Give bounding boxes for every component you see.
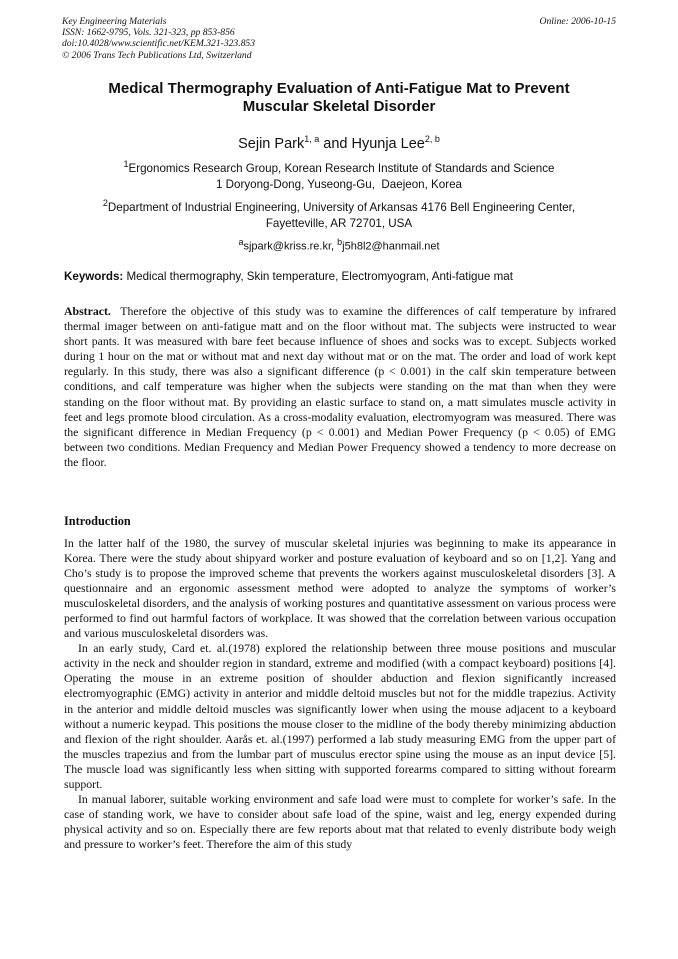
intro-paragraph-2: In an early study, Card et. al.(1978) explored the relationship between three mouse positions and muscular activity in the neck and shoulder region in standard, extreme and modified (with a compact keyboard) positions [4]. Operating the mouse in an extreme position of shoulder abduction and flexion significantly increased electromyographic (EMG) activity in anterior and middle deltoid muscles but not for the middle trapezius. Activity in the anterior and middle deltoid muscles was significantly lower when using the mouse adjacent to a keyboard without a numeric keypad. This positions the mouse closer to the midline of the body thereby minimizing abduction and flexion of the right shoulder. Aarås et. al.(1997) performed a lab study measuring EMG from the upper part of the muscles trapezius and from the lumbar part of musculus erector spine using the mouse as an input device [5]. The muscle load was significantly less when sitting with supported forearms compared to sitting without forearm support.	[64, 641, 616, 791]
author-emails	[62, 234, 616, 255]
keywords	[64, 269, 616, 284]
author-1: Sejin Park	[238, 135, 305, 152]
online-date: Online: 2006-10-15	[539, 16, 616, 27]
email-b: j5h8l2@hanmail.net	[342, 240, 440, 253]
introduction-heading: Introduction	[64, 514, 131, 528]
journal-doi: doi:10.4028/www.scientific.net/KEM.321-323.853	[62, 38, 256, 50]
title-line-2: Muscular Skeletal Disorder	[242, 98, 436, 115]
keywords-text: Medical thermography, Skin temperature, Electromyogram, Anti-fatigue mat	[123, 270, 513, 283]
affiliation-2-line-2: Fayetteville, AR 72701, USA	[265, 217, 413, 231]
affiliation-1-line-1: Ergonomics Research Group, Korean Research Institute of Standards and Science	[128, 161, 555, 175]
author-conjunction: and	[319, 135, 352, 152]
abstract-label: Abstract.	[64, 304, 111, 318]
affiliation-1-line-2: 1 Doryong-Dong, Yuseong-Gu, Daejeon, Korea	[216, 178, 462, 192]
author-1-sup: 1, a	[304, 134, 320, 144]
journal-header	[62, 16, 616, 61]
abstract	[64, 304, 619, 470]
email-b-sup: b	[337, 237, 343, 247]
paper-title	[62, 80, 616, 116]
journal-name: Key Engineering Materials	[62, 16, 167, 27]
author-list	[62, 129, 616, 154]
affiliation-2-sup: 2	[102, 198, 108, 208]
author-2-sup: 2, b	[424, 134, 440, 144]
introduction-body	[64, 536, 616, 852]
journal-copyright: © 2006 Trans Tech Publications Ltd, Switzerland	[62, 49, 252, 61]
affiliation-1	[62, 156, 616, 194]
affiliation-2-line-1: Department of Industrial Engineering, University of Arkansas 4176 Bell Engineering Center,	[107, 200, 576, 214]
email-a: sjpark@kriss.re.kr,	[243, 240, 338, 253]
email-a-sup: a	[238, 237, 244, 247]
journal-issn: ISSN: 1662-9795, Vols. 321-323, pp 853-856	[62, 27, 235, 39]
abstract-text: Therefore the objective of this study was to examine the differences of calf temperature by infrared thermal imager between on anti-fatigue matt and on the floor without mat. The subjects were instructed to wear short pants. It was measured with bare feet because influence of shoes and socks was to except. Subjects worked during 1 hour on the mat or without mat and next day without mat or on the mat. The order and load of work kept regularly. In this study, there was also a significant difference (p < 0.001) in the calf skin temperature between conditions, and calf temperature was higher when the subjects were standing on the mat than when they were standing on the floor without mat. By providing an elastic surface to stand on, a matt simulates muscle activity in feet and legs promote blood circulation. As a cross-modality evaluation, electromyogram was measured. There was the significant difference in Median Frequency (p < 0.001) and Median Power Frequency (p < 0.05) of EMG between two conditions. Median Frequency and Median Power Frequency showed a tendency to more decrease on the floor.	[64, 304, 619, 469]
intro-paragraph-1: In the latter half of the 1980, the survey of muscular skeletal injuries was beginning to make its appearance in Korea. There were the study about shipyard worker and posture evaluation of keyboard and so on [1,2]. Yang and Cho’s study is to propose the improved scheme that prevents the workers against musculoskeletal disorders [3]. A questionnaire and an ergonomic assessment method were adopted to analyze the symptoms of worker’s musculoskeletal disorders, and the analysis of working postures and quantitative assessment on various process were performed to find out harmful factors of workplace. It was showed that the correlation between various occupation and various musculoskeletal disorders was.	[64, 536, 616, 641]
keywords-label: Keywords:	[64, 270, 124, 283]
affiliation-2	[62, 195, 616, 233]
author-2: Hyunja Lee	[351, 135, 425, 152]
intro-paragraph-3: In manual laborer, suitable working environment and safe load were must to complete for worker’s safe. In the case of standing work, we have to consider about safe load of the spine, waist and leg, energy expended during physical activity and so on. Especially there are few reports about mat that related to evenly distribute body weigh and pressure to worker’s feet. Therefore the aim of this study	[64, 791, 616, 851]
affiliation-1-sup: 1	[123, 159, 129, 169]
title-line-1: Medical Thermography Evaluation of Anti-Fatigue Mat to Prevent	[108, 80, 570, 97]
